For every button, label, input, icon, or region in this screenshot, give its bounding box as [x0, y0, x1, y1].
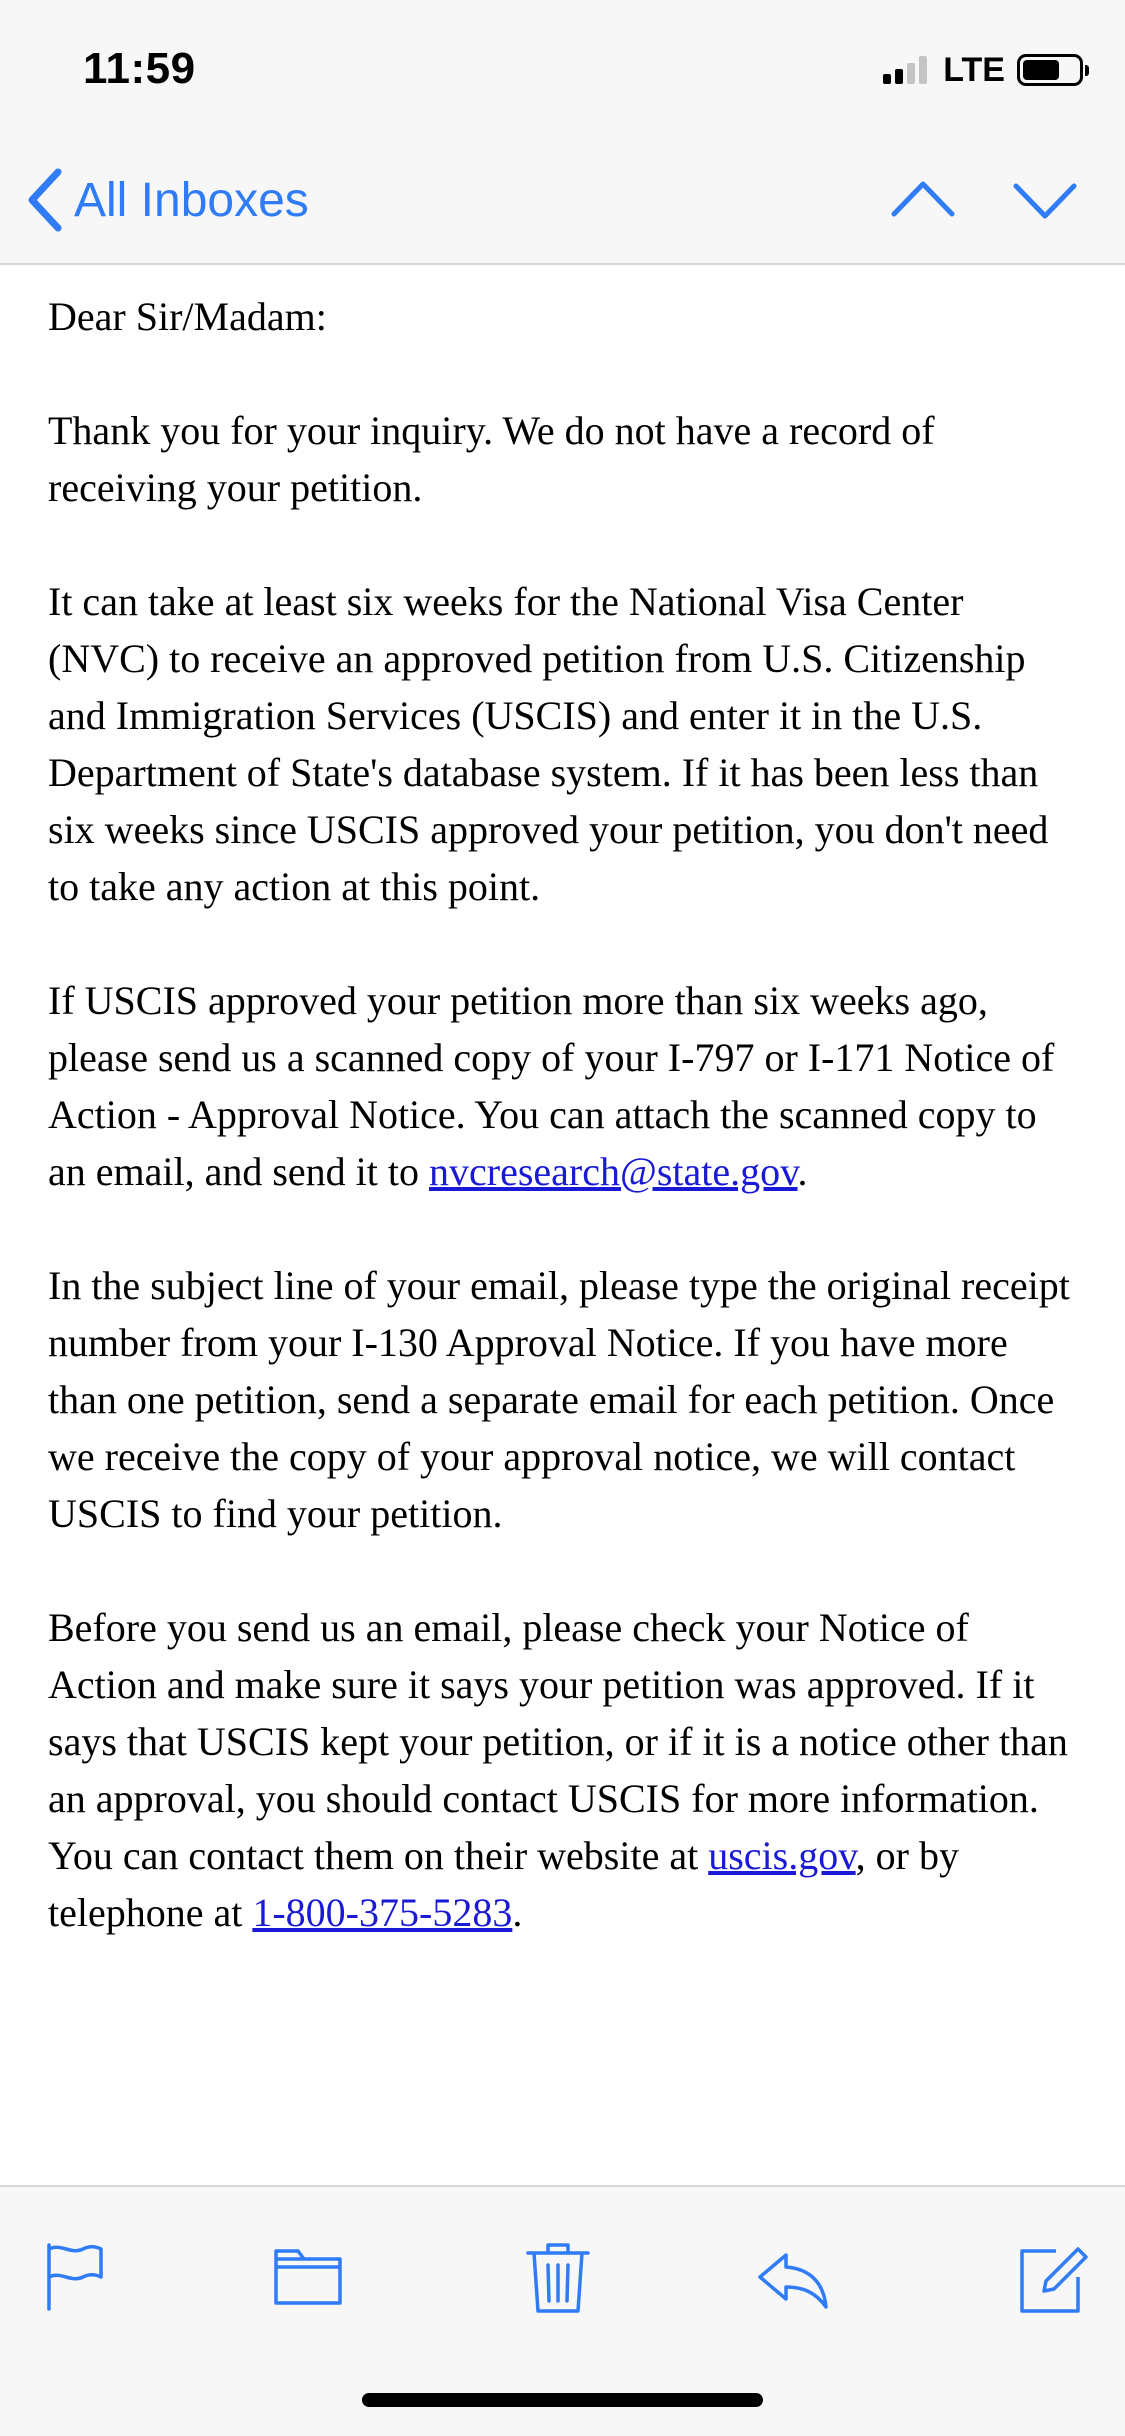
move-to-folder-button[interactable]: [268, 2237, 348, 2317]
paragraph-5-mid: , or by telephone at: [48, 1833, 959, 1935]
email-paragraph-4: In the subject line of your email, please type the original receipt number from your I-130 Approval Notice. If you have more than one petition, send a separate email for each petition. Once we receive the copy of your approval notice, we will contact USCIS to find your petition.: [48, 1263, 1070, 1536]
uscis-phone-link[interactable]: 1-800-375-5283: [252, 1890, 513, 1935]
cellular-signal-icon: [883, 56, 931, 84]
paragraph-3-end: .: [797, 1149, 808, 1194]
home-indicator[interactable]: [362, 2393, 763, 2407]
uscis-website-link[interactable]: uscis.gov: [708, 1833, 856, 1878]
chevron-left-icon: [24, 166, 66, 234]
reply-icon: [752, 2237, 832, 2317]
status-indicators: [883, 50, 1083, 90]
trash-button[interactable]: [518, 2237, 598, 2317]
back-button[interactable]: [24, 160, 309, 240]
compose-icon: [1010, 2237, 1090, 2317]
compose-button[interactable]: [1010, 2237, 1090, 2317]
next-message-button[interactable]: [1010, 170, 1080, 230]
nav-bar: [0, 140, 1125, 265]
flag-icon: [35, 2237, 115, 2317]
flag-button[interactable]: [35, 2237, 115, 2317]
nvc-email-link[interactable]: nvcresearch@state.gov: [429, 1149, 798, 1194]
reply-button[interactable]: [752, 2237, 832, 2317]
chevron-up-icon: [888, 170, 958, 230]
email-paragraph-5: [48, 1599, 1077, 1941]
paragraph-5-text: Before you send us an email, please check your Notice of Action and make sure it says your petition was approved. If it says that USCIS kept your petition, or if it is a notice other than an approval, you should contact USCIS for more information. You can contact them on their website at: [48, 1605, 1068, 1878]
email-paragraph-2: It can take at least six weeks for the National Visa Center (NVC) to receive an approved petition from U.S. Citizenship and Immigration Services (USCIS) and enter it in the U.S. Department of State's database system. If it has been less than six weeks since USCIS approved your petition, you don't need to take any action at this point.: [48, 579, 1049, 909]
email-greeting: Dear Sir/Madam:: [48, 294, 327, 339]
previous-message-button[interactable]: [888, 170, 958, 230]
email-paragraph-1: Thank you for your inquiry. We do not have a record of receiving your petition.: [48, 408, 935, 510]
status-bar: [0, 0, 1125, 140]
paragraph-5-end: .: [512, 1890, 523, 1935]
chevron-down-icon: [1010, 170, 1080, 230]
network-type: LTE: [943, 50, 1005, 89]
back-label: All Inboxes: [74, 173, 309, 227]
status-time: 11:59: [83, 44, 196, 93]
email-paragraph-3: [48, 972, 1077, 1200]
paragraph-3-text: If USCIS approved your petition more than six weeks ago, please send us a scanned copy of your I-797 or I-171 Notice of Action - Approval Notice. You can attach the scanned copy to an email, and send it to: [48, 978, 1055, 1194]
battery-icon: [1017, 54, 1083, 86]
email-body: [0, 265, 1125, 2185]
trash-icon: [518, 2237, 598, 2317]
folder-icon: [268, 2237, 348, 2317]
